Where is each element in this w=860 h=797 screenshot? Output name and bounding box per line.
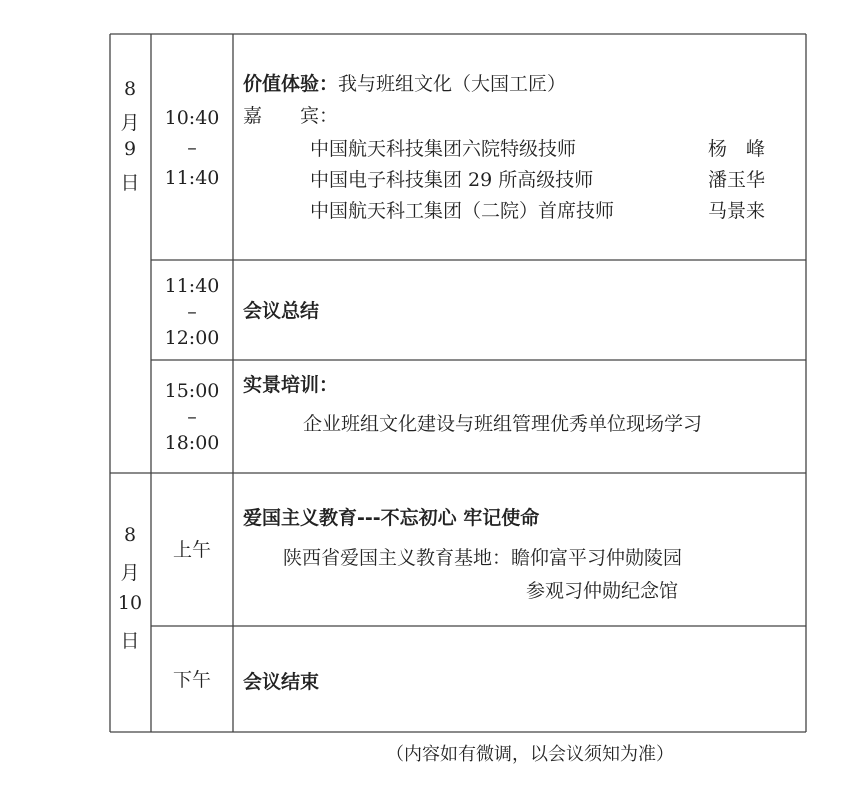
date-char: 日 [120,172,140,194]
date-char: 9 [123,138,137,160]
guest-name: 潘玉华 [708,169,766,191]
time-end: 18:00 [164,432,220,454]
guests-label: 嘉 宾： [243,105,339,127]
guest-name: 马景来 [708,200,766,222]
session-title-label: 价值体验： [243,73,339,95]
time-slot-2 [151,274,233,352]
date-char: 8 [123,78,137,100]
time-dash: – [187,406,197,428]
time-slot-morning: 上午 [172,539,211,561]
day2-date [110,524,150,660]
session-title: 爱国主义教育---不忘初心 牢记使命 [243,507,540,529]
session-title: 实景培训： [243,374,339,396]
time-start: 11:40 [164,275,220,297]
guest-org: 中国电子科技集团 29 所高级技师 [310,169,594,191]
session-detail: 企业班组文化建设与班组管理优秀单位现场学习 [303,413,703,435]
time-dash: – [187,301,197,323]
time-slot-3 [151,379,233,457]
date-char: 月 [120,562,140,584]
date-char: 日 [120,630,140,652]
time-slot-1 [151,106,233,196]
footnote: （内容如有微调，以会议须知为准） [386,744,674,765]
session-title-text: 我与班组文化（大国工匠） [338,73,567,95]
day1-date [110,78,150,198]
guest-name: 杨 峰 [708,138,766,160]
session-detail: 参观习仲勋纪念馆 [526,580,679,602]
guest-org: 中国航天科技集团六院特级技师 [310,138,577,160]
date-char: 10 [117,592,143,614]
guest-org: 中国航天科工集团（二院）首席技师 [310,200,615,222]
time-end: 12:00 [164,327,220,349]
session-title: 会议结束 [243,671,320,693]
time-dash: – [187,137,197,159]
session-title [243,72,566,96]
time-end: 11:40 [164,167,220,189]
time-start: 15:00 [164,380,220,402]
date-char: 8 [123,524,137,546]
session-title: 会议总结 [243,300,320,322]
date-char: 月 [120,112,140,134]
time-start: 10:40 [164,107,220,129]
session-detail: 陕西省爱国主义教育基地：瞻仰富平习仲勋陵园 [283,547,683,569]
time-slot-afternoon: 下午 [172,669,211,691]
